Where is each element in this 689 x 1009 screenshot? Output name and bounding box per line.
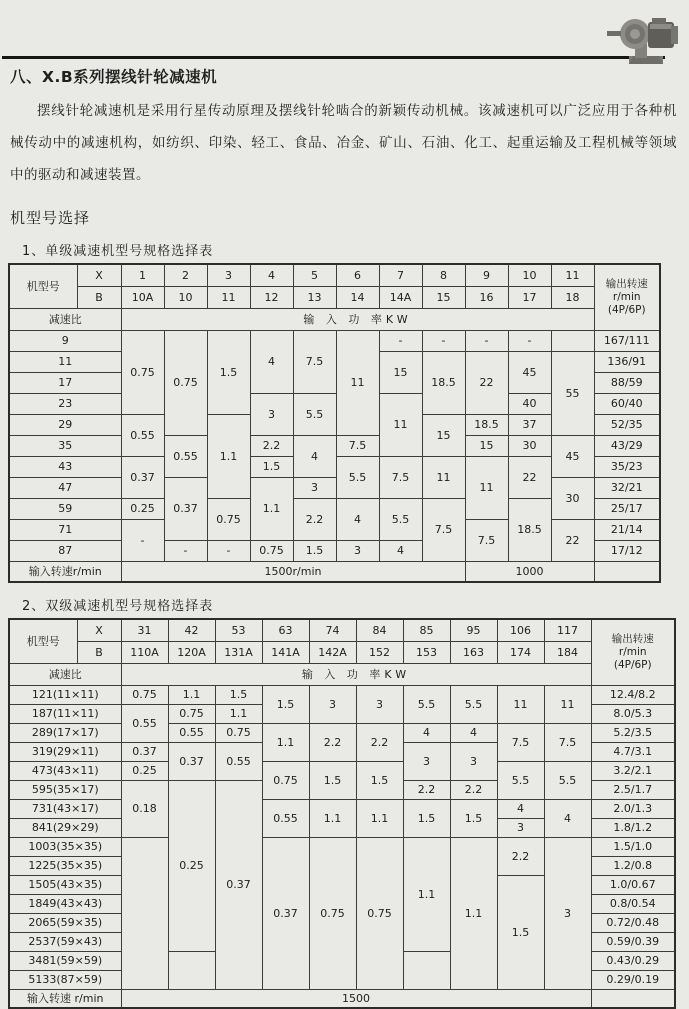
power-cell: 7.5 (465, 519, 508, 561)
ratio-cell: 5133(87×59) (9, 970, 121, 989)
power-cell: 1.1 (207, 414, 250, 498)
output-speed-header: 输出转速 r/min (4P/6P) (591, 619, 675, 685)
x-value: 63 (262, 619, 309, 641)
power-cell: 11 (465, 456, 508, 519)
output-cell: 0.43/0.29 (591, 951, 675, 970)
power-cell: 37 (508, 414, 551, 435)
b-label: B (77, 286, 121, 308)
power-cell (121, 837, 168, 989)
power-cell: 0.37 (168, 742, 215, 780)
power-cell: 7.5 (544, 723, 591, 761)
x-value: 2 (164, 264, 207, 286)
x-value: 8 (422, 264, 465, 286)
b-value: 11 (207, 286, 250, 308)
x-value: 7 (379, 264, 422, 286)
power-cell: 0.55 (121, 704, 168, 742)
ratio-cell: 2537(59×43) (9, 932, 121, 951)
power-cell: 0.75 (309, 837, 356, 989)
x-value: 9 (465, 264, 508, 286)
output-cell: 43/29 (594, 435, 660, 456)
power-cell: 5.5 (293, 393, 336, 435)
b-value: 163 (450, 641, 497, 663)
power-cell: 0.37 (215, 780, 262, 989)
ratio-cell: 1849(43×43) (9, 894, 121, 913)
power-cell: - (422, 330, 465, 351)
power-cell: 15 (465, 435, 508, 456)
b-value: 15 (422, 286, 465, 308)
input-power-label: 输 入 功 率KW (121, 663, 591, 685)
single-stage-spec-table (8, 263, 661, 583)
power-cell: 1.5 (250, 456, 293, 477)
output-cell: 4.7/3.1 (591, 742, 675, 761)
power-cell: 2.2 (309, 723, 356, 761)
power-cell: 7.5 (293, 330, 336, 393)
power-cell: 0.25 (121, 761, 168, 780)
x-value: 1 (121, 264, 164, 286)
output-cell: 25/17 (594, 498, 660, 519)
power-cell: 1.1 (262, 723, 309, 761)
power-cell: 3 (250, 393, 293, 435)
b-value: 184 (544, 641, 591, 663)
power-cell: 2.2 (403, 780, 450, 799)
power-cell: 1.1 (309, 799, 356, 837)
power-cell: - (164, 540, 207, 561)
power-cell: 11 (379, 393, 422, 456)
ratio-cell: 841(29×29) (9, 818, 121, 837)
x-value: 53 (215, 619, 262, 641)
power-cell: 4 (450, 723, 497, 742)
b-value: 13 (293, 286, 336, 308)
output-cell: 5.2/3.5 (591, 723, 675, 742)
b-value: 152 (356, 641, 403, 663)
b-value: 174 (497, 641, 544, 663)
output-cell: 2.5/1.7 (591, 780, 675, 799)
model-label: 机型号 (9, 264, 77, 308)
b-value: 10 (164, 286, 207, 308)
power-cell: 30 (508, 435, 551, 456)
power-cell: 0.75 (356, 837, 403, 989)
b-value: 10A (121, 286, 164, 308)
ratio-cell: 2065(59×35) (9, 913, 121, 932)
ratio-cell: 87 (9, 540, 121, 561)
x-label: X (77, 619, 121, 641)
power-cell: 3 (544, 837, 591, 989)
power-cell: 40 (508, 393, 551, 414)
x-value: 106 (497, 619, 544, 641)
power-cell: 5.5 (497, 761, 544, 799)
power-cell: - (207, 540, 250, 561)
ratio-cell: 43 (9, 456, 121, 477)
ratio-label: 减速比 (9, 308, 121, 330)
output-speed-header: 输出转速 r/min (4P/6P) (594, 264, 660, 330)
intro-paragraph: 摆线针轮减速机是采用行星传动原理及摆线针轮啮合的新颖传动机械。该减速机可以广泛应用于各种机械传动中的减速机构，如纺织、印染、轻工、食品、冶金、矿山、石油、化工、起重运输及工程机械等领域中的驱动和减速装置。 (10, 103, 677, 183)
output-cell: 60/40 (594, 393, 660, 414)
ratio-cell: 23 (9, 393, 121, 414)
b-value: 153 (403, 641, 450, 663)
output-cell: 1.2/0.8 (591, 856, 675, 875)
power-cell: 1.5 (497, 875, 544, 989)
power-cell: 5.5 (403, 685, 450, 723)
power-cell: - (379, 330, 422, 351)
power-cell (403, 951, 450, 989)
b-value: 110A (121, 641, 168, 663)
ratio-cell: 1003(35×35) (9, 837, 121, 856)
b-value: 120A (168, 641, 215, 663)
power-cell: 11 (422, 456, 465, 498)
power-cell: 5.5 (450, 685, 497, 723)
power-cell: 3 (450, 742, 497, 780)
power-cell: 4 (293, 435, 336, 477)
ratio-cell: 595(35×17) (9, 780, 121, 799)
power-cell: 0.37 (121, 456, 164, 498)
output-cell: 136/91 (594, 351, 660, 372)
x-value: 31 (121, 619, 168, 641)
power-cell: 0.55 (164, 435, 207, 477)
power-cell: 0.18 (121, 780, 168, 837)
ratio-cell: 3481(59×59) (9, 951, 121, 970)
b-value: 16 (465, 286, 508, 308)
b-value: 142A (309, 641, 356, 663)
ratio-cell: 35 (9, 435, 121, 456)
power-cell: 1.5 (309, 761, 356, 799)
power-cell: 1.5 (207, 330, 250, 414)
b-value: 131A (215, 641, 262, 663)
output-cell: 0.59/0.39 (591, 932, 675, 951)
power-cell: 0.55 (215, 742, 262, 780)
output-cell: 3.2/2.1 (591, 761, 675, 780)
input-speed-label: 输入转速 r/min (9, 989, 121, 1008)
power-cell: 22 (465, 351, 508, 414)
output-cell: 12.4/8.2 (591, 685, 675, 704)
power-cell: 11 (544, 685, 591, 723)
power-cell: 22 (551, 519, 594, 561)
power-cell: 3 (403, 742, 450, 780)
power-cell: 0.75 (262, 761, 309, 799)
double-stage-spec-table (8, 618, 676, 1009)
power-cell: 18.5 (465, 414, 508, 435)
output-cell: 167/111 (594, 330, 660, 351)
power-cell: 15 (379, 351, 422, 393)
power-cell: 3 (336, 540, 379, 561)
b-value: 141A (262, 641, 309, 663)
output-cell: 21/14 (594, 519, 660, 540)
output-cell: 0.8/0.54 (591, 894, 675, 913)
power-cell: 1.5 (356, 761, 403, 799)
b-label: B (77, 641, 121, 663)
power-cell: 3 (497, 818, 544, 837)
ratio-cell: 289(17×17) (9, 723, 121, 742)
output-cell: 52/35 (594, 414, 660, 435)
x-value: 3 (207, 264, 250, 286)
b-value: 14 (336, 286, 379, 308)
power-cell: 0.75 (121, 330, 164, 414)
power-cell: 18.5 (422, 351, 465, 414)
ratio-cell: 29 (9, 414, 121, 435)
power-cell: 4 (497, 799, 544, 818)
power-cell: 0.75 (164, 330, 207, 435)
power-cell: 2.2 (450, 780, 497, 799)
output-cell: 32/21 (594, 477, 660, 498)
power-cell: 1.5 (262, 685, 309, 723)
power-cell: 0.75 (168, 704, 215, 723)
ratio-cell: 47 (9, 477, 121, 498)
x-value: 4 (250, 264, 293, 286)
power-cell: 2.2 (250, 435, 293, 456)
model-label: 机型号 (9, 619, 77, 663)
power-cell: 11 (336, 330, 379, 435)
power-cell: 5.5 (379, 498, 422, 540)
power-cell: 1.1 (356, 799, 403, 837)
power-cell: 2.2 (356, 723, 403, 761)
ratio-label: 减速比 (9, 663, 121, 685)
power-cell: 0.75 (121, 685, 168, 704)
input-speed-label: 输入转速r/min (9, 561, 121, 582)
footer-cell (594, 561, 660, 582)
power-cell: 0.37 (121, 742, 168, 761)
output-cell: 17/12 (594, 540, 660, 561)
b-value: 14A (379, 286, 422, 308)
power-cell: 5.5 (336, 456, 379, 498)
x-value: 117 (544, 619, 591, 641)
power-cell: 1.1 (450, 837, 497, 989)
power-cell: 0.55 (121, 414, 164, 456)
power-cell: 4 (336, 498, 379, 540)
power-cell: 7.5 (379, 456, 422, 498)
power-cell: 18.5 (508, 498, 551, 561)
power-cell: 1.5 (403, 799, 450, 837)
power-cell: 22 (508, 456, 551, 498)
power-cell: 0.37 (262, 837, 309, 989)
power-cell: - (508, 330, 551, 351)
x-value: 42 (168, 619, 215, 641)
power-cell (168, 951, 215, 989)
ratio-cell: 9 (9, 330, 121, 351)
ratio-cell: 473(43×11) (9, 761, 121, 780)
power-cell: 0.75 (215, 723, 262, 742)
output-cell: 1.5/1.0 (591, 837, 675, 856)
power-cell: 7.5 (336, 435, 379, 456)
power-cell: 45 (551, 435, 594, 477)
table2-caption: 2、双级减速机型号规格选择表 (22, 599, 214, 614)
ratio-cell: 187(11×11) (9, 704, 121, 723)
x-value: 84 (356, 619, 403, 641)
x-value: 5 (293, 264, 336, 286)
x-value: 6 (336, 264, 379, 286)
power-cell: 3 (293, 477, 336, 498)
power-cell: 0.25 (121, 498, 164, 519)
output-cell: 88/59 (594, 372, 660, 393)
power-cell: 55 (551, 351, 594, 435)
power-cell: 1.1 (403, 837, 450, 951)
output-cell: 8.0/5.3 (591, 704, 675, 723)
x-value: 95 (450, 619, 497, 641)
power-cell: 45 (508, 351, 551, 393)
power-cell: 7.5 (497, 723, 544, 761)
output-cell: 35/23 (594, 456, 660, 477)
power-cell: 0.75 (250, 540, 293, 561)
ratio-cell: 11 (9, 351, 121, 372)
output-cell: 0.29/0.19 (591, 970, 675, 989)
power-cell: 4 (544, 799, 591, 837)
footer-cell (591, 989, 675, 1008)
power-cell: 30 (551, 477, 594, 519)
b-value: 12 (250, 286, 293, 308)
b-value: 18 (551, 286, 594, 308)
power-cell: 1.1 (168, 685, 215, 704)
power-cell: 0.37 (164, 477, 207, 540)
power-cell: 1.5 (293, 540, 336, 561)
x-value: 74 (309, 619, 356, 641)
table1-caption: 1、单级减速机型号规格选择表 (22, 244, 214, 259)
power-cell: 1.5 (215, 685, 262, 704)
gear-reducer-photo (605, 12, 683, 68)
power-cell: 11 (497, 685, 544, 723)
ratio-cell: 319(29×11) (9, 742, 121, 761)
footer-cell: 1000 (465, 561, 594, 582)
input-power-label: 输 入 功 率KW (121, 308, 594, 330)
power-cell: 4 (403, 723, 450, 742)
power-cell (551, 330, 594, 351)
x-value: 85 (403, 619, 450, 641)
power-cell: 1.1 (250, 477, 293, 540)
ratio-cell: 1505(43×35) (9, 875, 121, 894)
footer-cell: 1500r/min (121, 561, 465, 582)
power-cell: - (465, 330, 508, 351)
power-cell: 1.5 (450, 799, 497, 837)
section-title: 八、X.B系列摆线针轮减速机 (10, 68, 218, 86)
ratio-cell: 1225(35×35) (9, 856, 121, 875)
output-cell: 0.72/0.48 (591, 913, 675, 932)
power-cell: 15 (422, 414, 465, 456)
power-cell: 2.2 (293, 498, 336, 540)
power-cell: 0.75 (207, 498, 250, 540)
power-cell: 5.5 (544, 761, 591, 799)
output-cell: 2.0/1.3 (591, 799, 675, 818)
power-cell: - (121, 519, 164, 561)
footer-cell: 1500 (121, 989, 591, 1008)
x-label: X (77, 264, 121, 286)
power-cell: 4 (250, 330, 293, 393)
b-value: 17 (508, 286, 551, 308)
power-cell: 0.55 (262, 799, 309, 837)
power-cell: 0.55 (168, 723, 215, 742)
power-cell: 4 (379, 540, 422, 561)
output-cell: 1.8/1.2 (591, 818, 675, 837)
ratio-cell: 121(11×11) (9, 685, 121, 704)
power-cell: 3 (356, 685, 403, 723)
power-cell: 0.25 (168, 780, 215, 951)
top-rule (2, 56, 665, 59)
ratio-cell: 71 (9, 519, 121, 540)
power-cell: 1.1 (215, 704, 262, 723)
model-selection-heading: 机型号选择 (10, 209, 91, 227)
ratio-cell: 17 (9, 372, 121, 393)
power-cell: 3 (309, 685, 356, 723)
output-cell: 1.0/0.67 (591, 875, 675, 894)
x-value: 11 (551, 264, 594, 286)
ratio-cell: 59 (9, 498, 121, 519)
x-value: 10 (508, 264, 551, 286)
power-cell: 2.2 (497, 837, 544, 875)
ratio-cell: 731(43×17) (9, 799, 121, 818)
power-cell: 7.5 (422, 498, 465, 561)
